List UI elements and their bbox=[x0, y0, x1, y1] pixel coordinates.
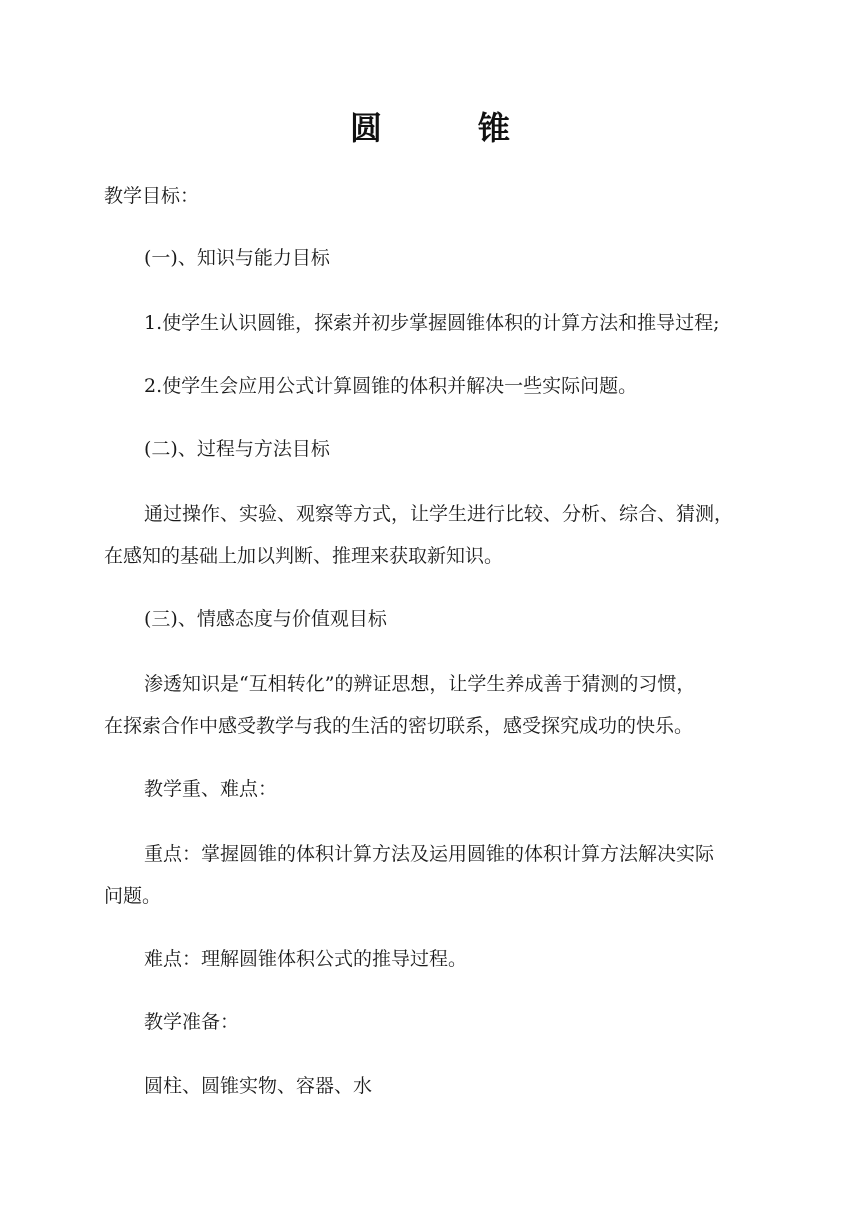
keypoint-text-line-2: 问题。 bbox=[104, 885, 162, 907]
section-heading-objectives: 教学目标： bbox=[104, 185, 200, 207]
subheading-knowledge: (一)、知识与能力目标 bbox=[144, 247, 330, 269]
objective-item-1: 1.使学生认识圆锥，探索并初步掌握圆锥体积的计算方法和推导过程; bbox=[144, 312, 720, 334]
attitude-text-line-2: 在探索合作中感受教学与我的生活的密切联系，感受探究成功的快乐。 bbox=[104, 715, 694, 737]
process-text-line-1: 通过操作、实验、观察等方式，让学生进行比较、分析、综合、猜测， bbox=[144, 503, 734, 525]
document-title: 圆 锥 bbox=[349, 109, 542, 147]
section-heading-keypoints: 教学重、难点： bbox=[144, 778, 278, 800]
subheading-attitude: (三)、情感态度与价值观目标 bbox=[144, 608, 387, 630]
subheading-process: (二)、过程与方法目标 bbox=[144, 438, 330, 460]
section-heading-preparation: 教学准备： bbox=[144, 1011, 240, 1033]
objective-item-2: 2.使学生会应用公式计算圆锥的体积并解决一些实际问题。 bbox=[144, 375, 638, 397]
keypoint-text-line-1: 重点：掌握圆锥的体积计算方法及运用圆锥的体积计算方法解决实际 bbox=[144, 843, 715, 865]
process-text-line-2: 在感知的基础上加以判断、推理来获取新知识。 bbox=[104, 545, 504, 567]
attitude-text-line-1: 渗透知识是“互相转化”的辨证思想，让学生养成善于猜测的习惯， bbox=[144, 673, 696, 695]
difficulty-text: 难点：理解圆锥体积公式的推导过程。 bbox=[144, 948, 468, 970]
preparation-text: 圆柱、圆锥实物、容器、水 bbox=[144, 1075, 373, 1097]
